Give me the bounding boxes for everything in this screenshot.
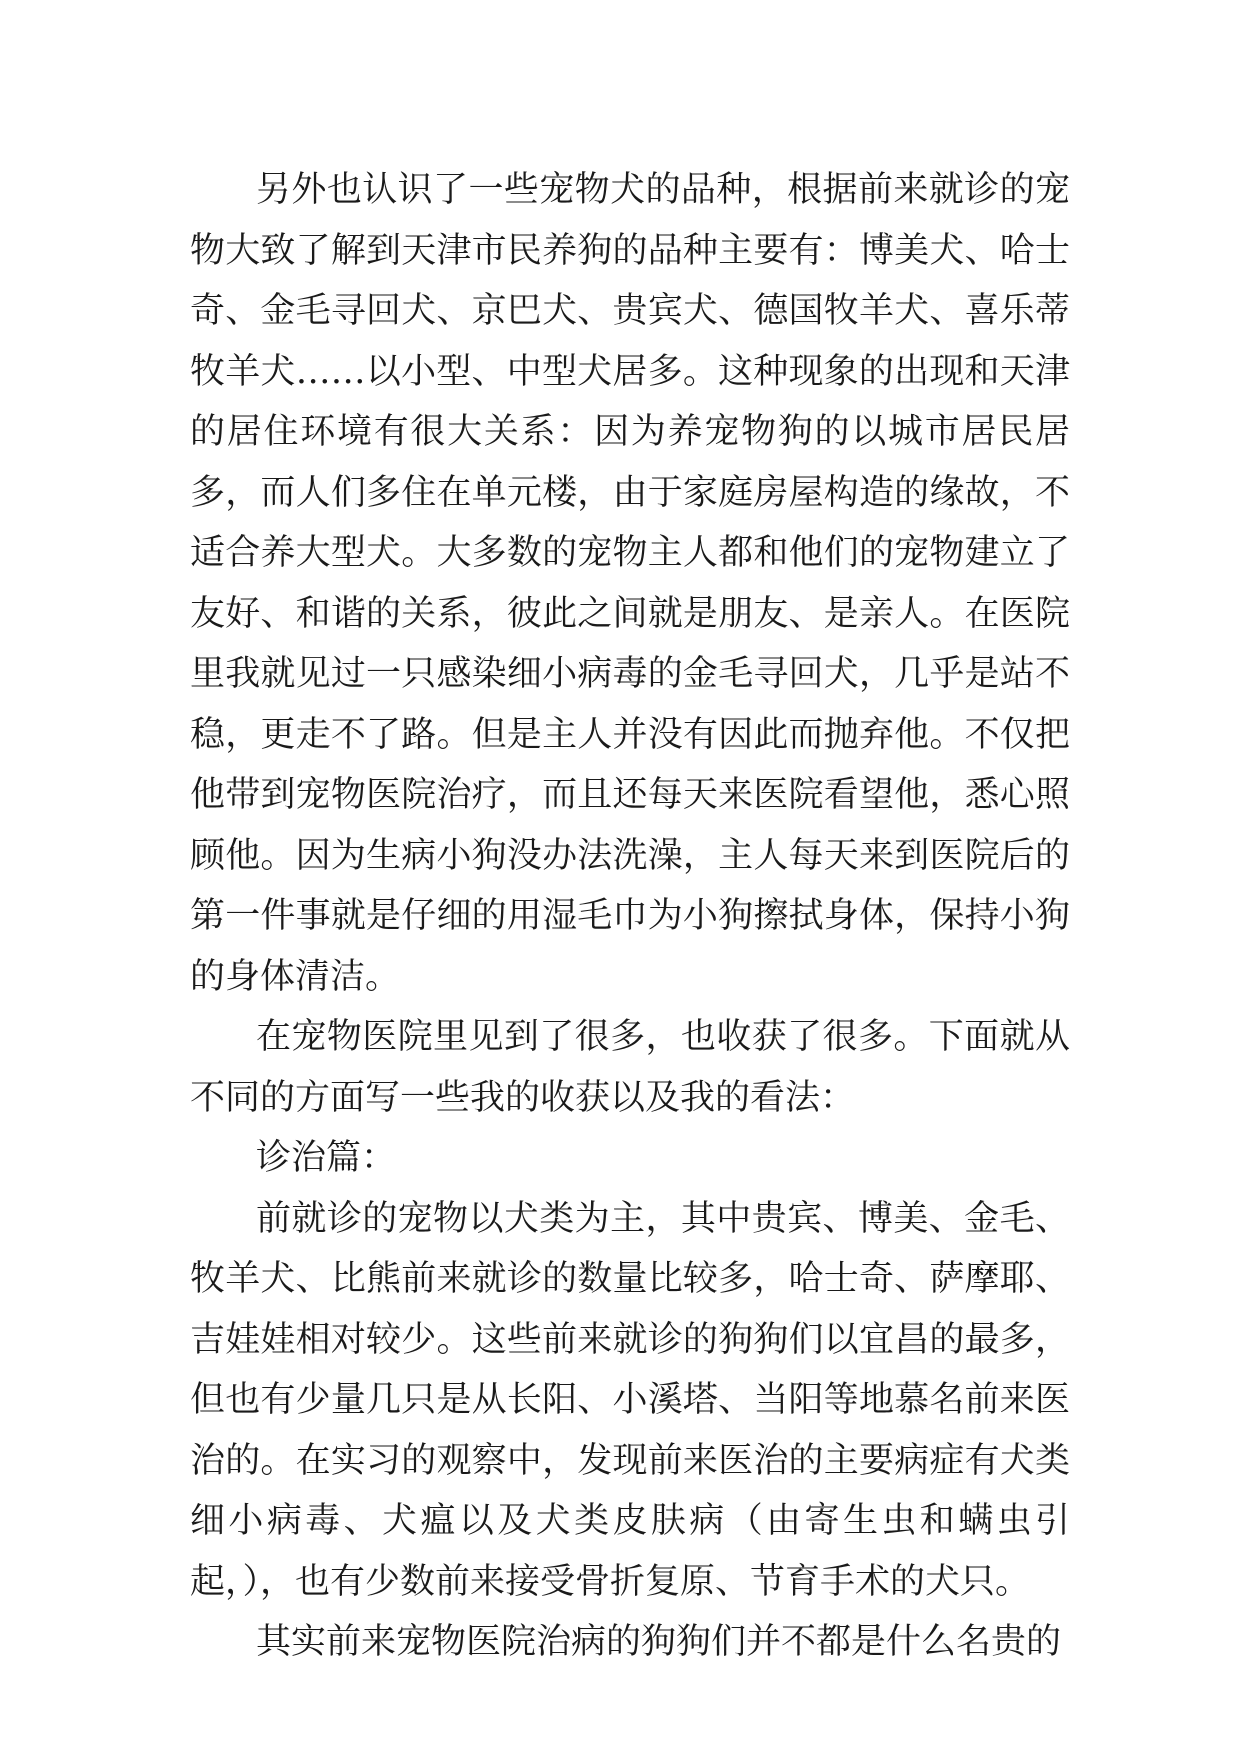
paragraph-patients: 其实前来宠物医院治病的狗狗们并不都是什么名贵的 <box>256 1622 1062 1662</box>
paragraph-diagnosis: 前就诊的宠物以犬类为主，其中贵宾、博美、金毛、牧羊犬、比熊前来就诊的数量比较多，哈士奇、萨摩耶、吉娃娃相对较少。这些前来就诊的狗狗们以宜昌的最多，但也有少量几只是从长阳、小溪塔、当阳等地慕名前来医治的。在实习的观察中，发现前来医治的主要病症有犬类细小病毒、犬瘟以及犬类皮肤病（由寄生虫和螨虫引起，），也有少数前来接受骨折复原、节育手术的犬只。 <box>190 1198 1070 1602</box>
document-body <box>190 160 1070 1673</box>
paragraph-hospital-gains: 在宠物医院里见到了很多，也收获了很多。下面就从不同的方面写一些我的收获以及我的看法： <box>190 1017 1070 1118</box>
paragraph-dog-breeds: 另外也认识了一些宠物犬的品种，根据前来就诊的宠物大致了解到天津市民养狗的品种主要有：博美犬、哈士奇、金毛寻回犬、京巴犬、贵宾犬、德国牧羊犬、喜乐蒂牧羊犬……以小型、中型犬居多。这种现象的出现和天津的居住环境有很大关系：因为养宠物狗的以城市居民居多，而人们多住在单元楼，由于家庭房屋构造的缘故，不适合养大型犬。大多数的宠物主人都和他们的宠物建立了友好、和谐的关系，彼此之间就是朋友、是亲人。在医院里我就见过一只感染细小病毒的金毛寻回犬，几乎是站不稳，更走不了路。但是主人并没有因此而抛弃他。不仅把他带到宠物医院治疗，而且还每天来医院看望他，悉心照顾他。因为生病小狗没办法洗澡，主人每天来到医院后的第一件事就是仔细的用湿毛巾为小狗擦拭身体，保持小狗的身体清洁。 <box>190 170 1070 997</box>
section-heading-diagnosis: 诊治篇： <box>256 1138 397 1178</box>
